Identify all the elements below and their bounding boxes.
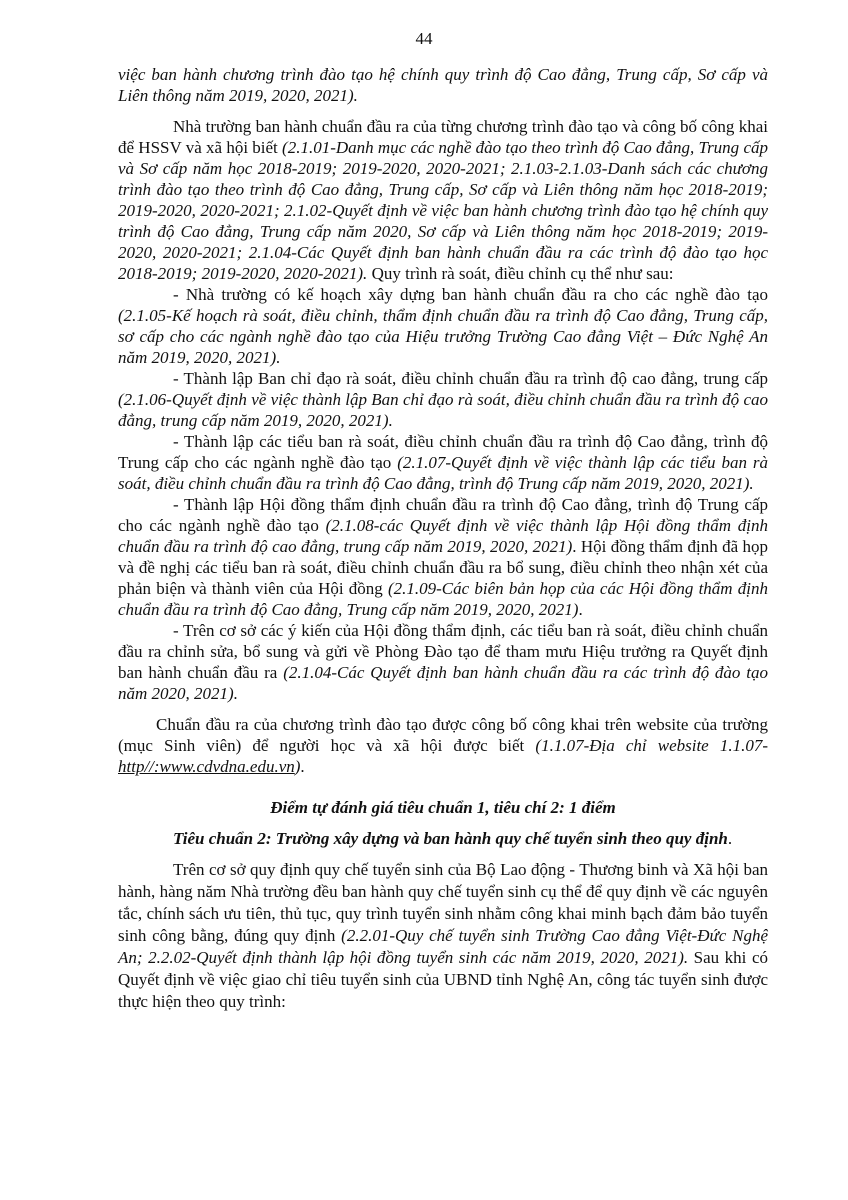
evidence-reference: (2.1.06-Quyết định về việc thành lập Ban chỉ đạo rà soát, điều chỉnh chuẩn đầu ra trình độ cao đẳng, trung cấp năm 2019, 2020, 2021). [118, 390, 768, 430]
paragraph-continuation [118, 64, 768, 106]
list-item-final-decision: - Trên cơ sở các ý kiến của Hội đồng thẩm định, các tiểu ban rà soát, điều chỉnh chuẩn đầu ra chỉnh sửa, bổ sung và gửi về Phòng Đào tạo để tham mưu Hiệu trưởng ra Quyết định ban hành chuẩn đầu ra (2.1.04-Các Quyết định ban hành chuẩn đầu ra các trình độ đào tạo năm 2020, 2021). [118, 621, 768, 703]
evidence-reference: (1.1.07-Địa chỉ website 1.1.07-http//:www.cdvdna.edu.vn) [118, 736, 769, 776]
website-link[interactable]: http//:www.cdvdna.edu.vn [118, 757, 295, 776]
evidence-reference: (2.1.07-Quyết định về việc thành lập các tiểu ban rà soát, điều chỉnh chuẩn đầu ra trình độ Cao đẳng, trình độ Trung cấp năm 2019, 2020, 2021). [118, 453, 769, 493]
evidence-reference: (2.1.05-Kế hoạch rà soát, điều chỉnh, thẩm định chuẩn đầu ra trình độ Cao đẳng, Trung cấp, sơ cấp cho các ngành nghề đào tạo của Hiệu trưởng Trường Cao đẳng Việt – Đức Nghệ An năm 2019, 2020, 2021). [118, 306, 768, 367]
list-item-appraisal-council: - Thành lập Hội đồng thẩm định chuẩn đầu ra trình độ Cao đẳng, trình độ Trung cấp cho các ngành nghề đào tạo (2.1.08-các Quyết định về việc thành lập Hội đồng thẩm định chuẩn đầu ra trình độ cao đẳng, trung cấp năm 2019, 2020, 2021). Hội đồng thẩm định đã họp và đề nghị các tiểu ban rà soát, điều chỉnh chuẩn đầu ra bổ sung, điều chỉnh theo nhận xét của phản biện và thành viên của Hội đồng (2.1.09-Các biên bản họp của các Hội đồng thẩm định chuẩn đầu ra trình độ Cao đẳng, Trung cấp năm 2019, 2020, 2021). [118, 495, 769, 619]
evidence-reference: (2.1.08-các Quyết định về việc thành lập Hội đồng thẩm định chuẩn đầu ra trình độ cao đẳng, trung cấp năm 2019, 2020, 2021) [118, 516, 768, 556]
paragraph-learning-outcomes: Nhà trường ban hành chuẩn đầu ra của từng chương trình đào tạo và công bố công khai để HSSV và xã hội biết (2.1.01-Danh mục các nghề đào tạo theo trình độ Cao đẳng, Trung cấp và Sơ cấp năm học 2018-2019; 2019-2020, 2020-2021; 2.1.03-2.1.03-Danh sách các chương trình đào tạo theo trình độ Cao đẳng, Trung cấp, Sơ cấp và Liên thông năm học 2018-2019; 2019-2020, 2020-2021; 2.1.02-Quyết định về việc ban hành chương trình đào tạo hệ chính quy trình độ Cao đẳng, Trung cấp năm 2020, Sơ cấp và Liên thông năm học 2018-2019; 2019-2020, 2020-2021; 2.1.04-Các Quyết định ban hành chuẩn đầu ra các trình độ đào tạo học 2018-2019; 2019-2020, 2020-2021). Quy trình rà soát, điều chỉnh cụ thể như sau: [118, 117, 768, 283]
evidence-reference: (2.1.01-Danh mục các nghề đào tạo theo trình độ Cao đẳng, Trung cấp và Sơ cấp năm học 2018-2019; 2019-2020, 2020-2021; 2.1.03-2.1.03-Danh sách các chương trình đào tạo theo trình độ Cao đẳng, Trung cấp, Sơ cấp và Liên thông năm học 2018-2019; 2019-2020, 2020-2021; 2.1.02-Quyết định về việc ban hành chương trình đào tạo hệ chính quy trình độ Cao đẳng, Trung cấp năm 2020, Sơ cấp và Liên thông năm học 2018-2019; 2019-2020, 2020-2021; 2.1.04-Các Quyết định ban hành chuẩn đầu ra các trình độ đào tạo học 2018-2019; 2019-2020, 2020-2021). [118, 138, 768, 283]
list-item-steering-board: - Thành lập Ban chỉ đạo rà soát, điều chỉnh chuẩn đầu ra trình độ cao đẳng, trung cấp (2.1.06-Quyết định về việc thành lập Ban chỉ đạo rà soát, điều chỉnh chuẩn đầu ra trình độ cao đẳng, trung cấp năm 2019, 2020, 2021). [118, 369, 768, 430]
paragraph-admission-regulation: Trên cơ sở quy định quy chế tuyển sinh của Bộ Lao động - Thương binh và Xã hội ban hành, hàng năm Nhà trường đều ban hành quy chế tuyển sinh cụ thể để quy định về các nguyên tắc, chính sách ưu tiên, thủ tục, quy trình tuyển sinh nhằm công khai minh bạch đảm bảo tuyển sinh công bằng, đúng quy định (2.2.01-Quy chế tuyển sinh Trường Cao đẳng Việt-Đức Nghệ An; 2.2.02-Quyết định thành lập hội đồng tuyển sinh các năm 2019, 2020, 2021). Sau khi có Quyết định về việc giao chỉ tiêu tuyển sinh của UBND tỉnh Nghệ An, công tác tuyển sinh được thực hiện theo quy trình: [118, 860, 768, 1011]
document-body [118, 64, 768, 1013]
standard-2-heading: Tiêu chuẩn 2: Trường xây dựng và ban hành quy chế tuyển sinh theo quy định. [173, 829, 733, 848]
list-item-subcommittees: - Thành lập các tiểu ban rà soát, điều chỉnh chuẩn đầu ra trình độ Cao đẳng, trình độ Trung cấp cho các ngành nghề đào tạo (2.1.07-Quyết định về việc thành lập các tiểu ban rà soát, điều chỉnh chuẩn đầu ra trình độ Cao đẳng, trình độ Trung cấp năm 2019, 2020, 2021). [118, 432, 769, 493]
page-number: 44 [415, 29, 433, 48]
evidence-reference: (2.1.04-Các Quyết định ban hành chuẩn đầu ra các trình độ đào tạo năm 2020, 2021). [118, 663, 768, 703]
evidence-reference: việc ban hành chương trình đào tạo hệ chính quy trình độ Cao đẳng, Trung cấp, Sơ cấp và Liên thông năm 2019, 2020, 2021). [118, 65, 768, 105]
list-item-plan: - Nhà trường có kế hoạch xây dựng ban hành chuẩn đầu ra cho các nghề đào tạo (2.1.05-Kế hoạch rà soát, điều chỉnh, thẩm định chuẩn đầu ra trình độ Cao đẳng, Trung cấp, sơ cấp cho các ngành nghề đào tạo của Hiệu trưởng Trường Cao đẳng Việt – Đức Nghệ An năm 2019, 2020, 2021). [118, 285, 768, 367]
score-heading: Điểm tự đánh giá tiêu chuẩn 1, tiêu chí 2: 1 điểm [270, 798, 616, 817]
paragraph-website-publication: Chuẩn đầu ra của chương trình đào tạo được công bố công khai trên website của trường (mục Sinh viên) để người học và xã hội được biết (1.1.07-Địa chỉ website 1.1.07-http//:www.cdvdna.edu.vn). [118, 715, 769, 776]
evidence-reference: (2.1.09-Các biên bản họp của các Hội đồng thẩm định chuẩn đầu ra trình độ Cao đẳng, Trung cấp năm 2019, 2020, 2021) [118, 579, 768, 619]
evidence-reference: (2.2.01-Quy chế tuyển sinh Trường Cao đẳng Việt-Đức Nghệ An; 2.2.02-Quyết định thành lập hội đồng tuyển sinh các năm 2019, 2020, 2021). [118, 926, 768, 967]
